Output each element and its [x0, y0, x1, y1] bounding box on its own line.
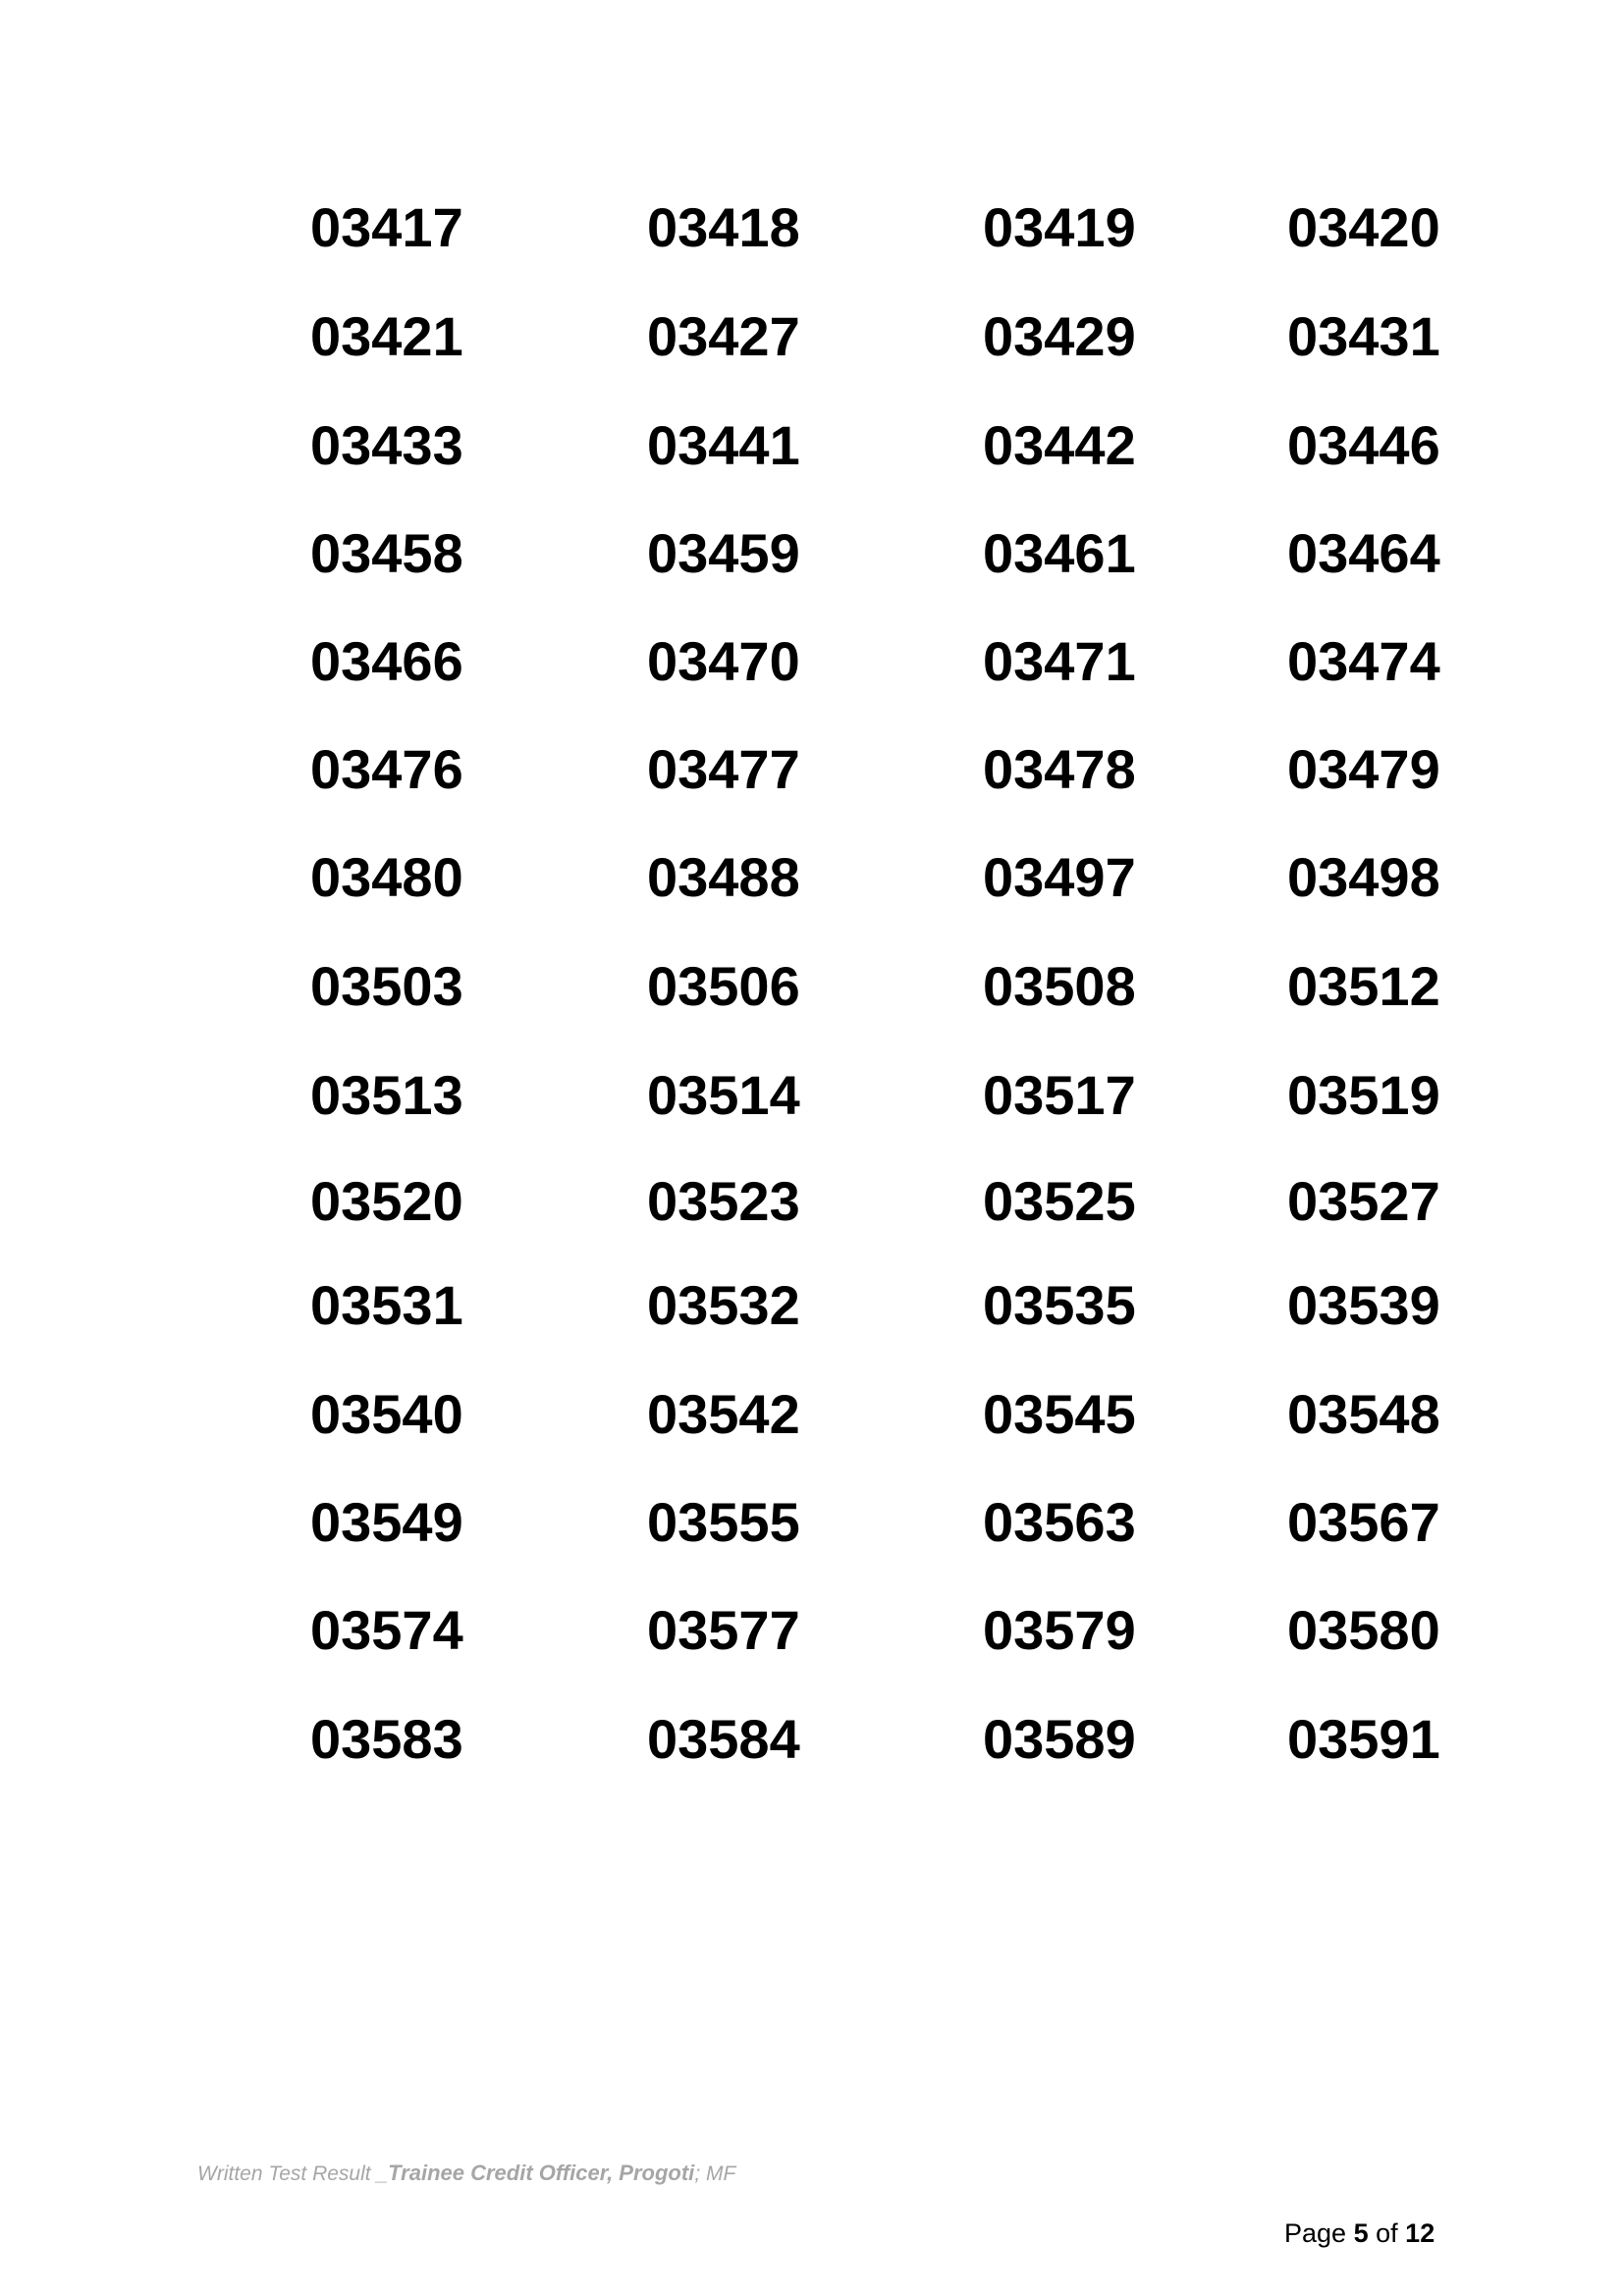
roll-number: 03520 — [310, 1170, 463, 1232]
roll-number: 03488 — [647, 846, 800, 908]
roll-number: 03580 — [1287, 1599, 1440, 1661]
roll-number: 03519 — [1287, 1064, 1440, 1126]
roll-number: 03474 — [1287, 630, 1440, 692]
roll-number: 03431 — [1287, 305, 1440, 367]
footer-title: Trainee Credit Officer, Progoti — [388, 2161, 695, 2185]
roll-number: 03442 — [983, 414, 1136, 476]
roll-number: 03427 — [647, 305, 800, 367]
page-label: Page — [1284, 2218, 1347, 2248]
roll-number: 03523 — [647, 1170, 800, 1232]
roll-number: 03506 — [647, 955, 800, 1017]
roll-number: 03591 — [1287, 1708, 1440, 1770]
roll-number: 03419 — [983, 196, 1136, 258]
roll-number: 03512 — [1287, 955, 1440, 1017]
roll-number: 03459 — [647, 522, 800, 584]
roll-number: 03421 — [310, 305, 463, 367]
roll-number: 03539 — [1287, 1274, 1440, 1336]
roll-number: 03441 — [647, 414, 800, 476]
roll-number: 03567 — [1287, 1491, 1440, 1553]
roll-number: 03478 — [983, 738, 1136, 800]
roll-number: 03542 — [647, 1383, 800, 1445]
roll-number: 03527 — [1287, 1170, 1440, 1232]
roll-number: 03525 — [983, 1170, 1136, 1232]
roll-number: 03531 — [310, 1274, 463, 1336]
roll-number: 03584 — [647, 1708, 800, 1770]
roll-number: 03466 — [310, 630, 463, 692]
roll-number: 03477 — [647, 738, 800, 800]
page-current: 5 — [1353, 2218, 1369, 2248]
roll-number: 03480 — [310, 846, 463, 908]
roll-number: 03563 — [983, 1491, 1136, 1553]
roll-number: 03555 — [647, 1491, 800, 1553]
footer-suffix: ; MF — [694, 2163, 736, 2185]
roll-number: 03433 — [310, 414, 463, 476]
roll-number: 03479 — [1287, 738, 1440, 800]
roll-number: 03579 — [983, 1599, 1136, 1661]
roll-number: 03497 — [983, 846, 1136, 908]
roll-number: 03476 — [310, 738, 463, 800]
roll-number: 03513 — [310, 1064, 463, 1126]
footer-note — [197, 2161, 735, 2186]
roll-number: 03535 — [983, 1274, 1136, 1336]
roll-number: 03498 — [1287, 846, 1440, 908]
page-of-label: of — [1376, 2218, 1398, 2248]
roll-number: 03464 — [1287, 522, 1440, 584]
roll-number: 03508 — [983, 955, 1136, 1017]
page-number — [1284, 2218, 1435, 2249]
roll-number: 03429 — [983, 305, 1136, 367]
roll-number: 03446 — [1287, 414, 1440, 476]
roll-number: 03549 — [310, 1491, 463, 1553]
roll-number: 03503 — [310, 955, 463, 1017]
roll-number: 03583 — [310, 1708, 463, 1770]
roll-number: 03471 — [983, 630, 1136, 692]
roll-number: 03420 — [1287, 196, 1440, 258]
roll-number: 03577 — [647, 1599, 800, 1661]
roll-number: 03418 — [647, 196, 800, 258]
roll-number: 03417 — [310, 196, 463, 258]
roll-number: 03461 — [983, 522, 1136, 584]
roll-number: 03545 — [983, 1383, 1136, 1445]
roll-number: 03470 — [647, 630, 800, 692]
footer-prefix: Written Test Result _ — [197, 2163, 389, 2185]
roll-number: 03532 — [647, 1274, 800, 1336]
roll-number: 03517 — [983, 1064, 1136, 1126]
page-total: 12 — [1405, 2218, 1435, 2248]
roll-number: 03514 — [647, 1064, 800, 1126]
roll-number: 03548 — [1287, 1383, 1440, 1445]
roll-number: 03540 — [310, 1383, 463, 1445]
roll-number: 03589 — [983, 1708, 1136, 1770]
roll-number: 03574 — [310, 1599, 463, 1661]
roll-number: 03458 — [310, 522, 463, 584]
